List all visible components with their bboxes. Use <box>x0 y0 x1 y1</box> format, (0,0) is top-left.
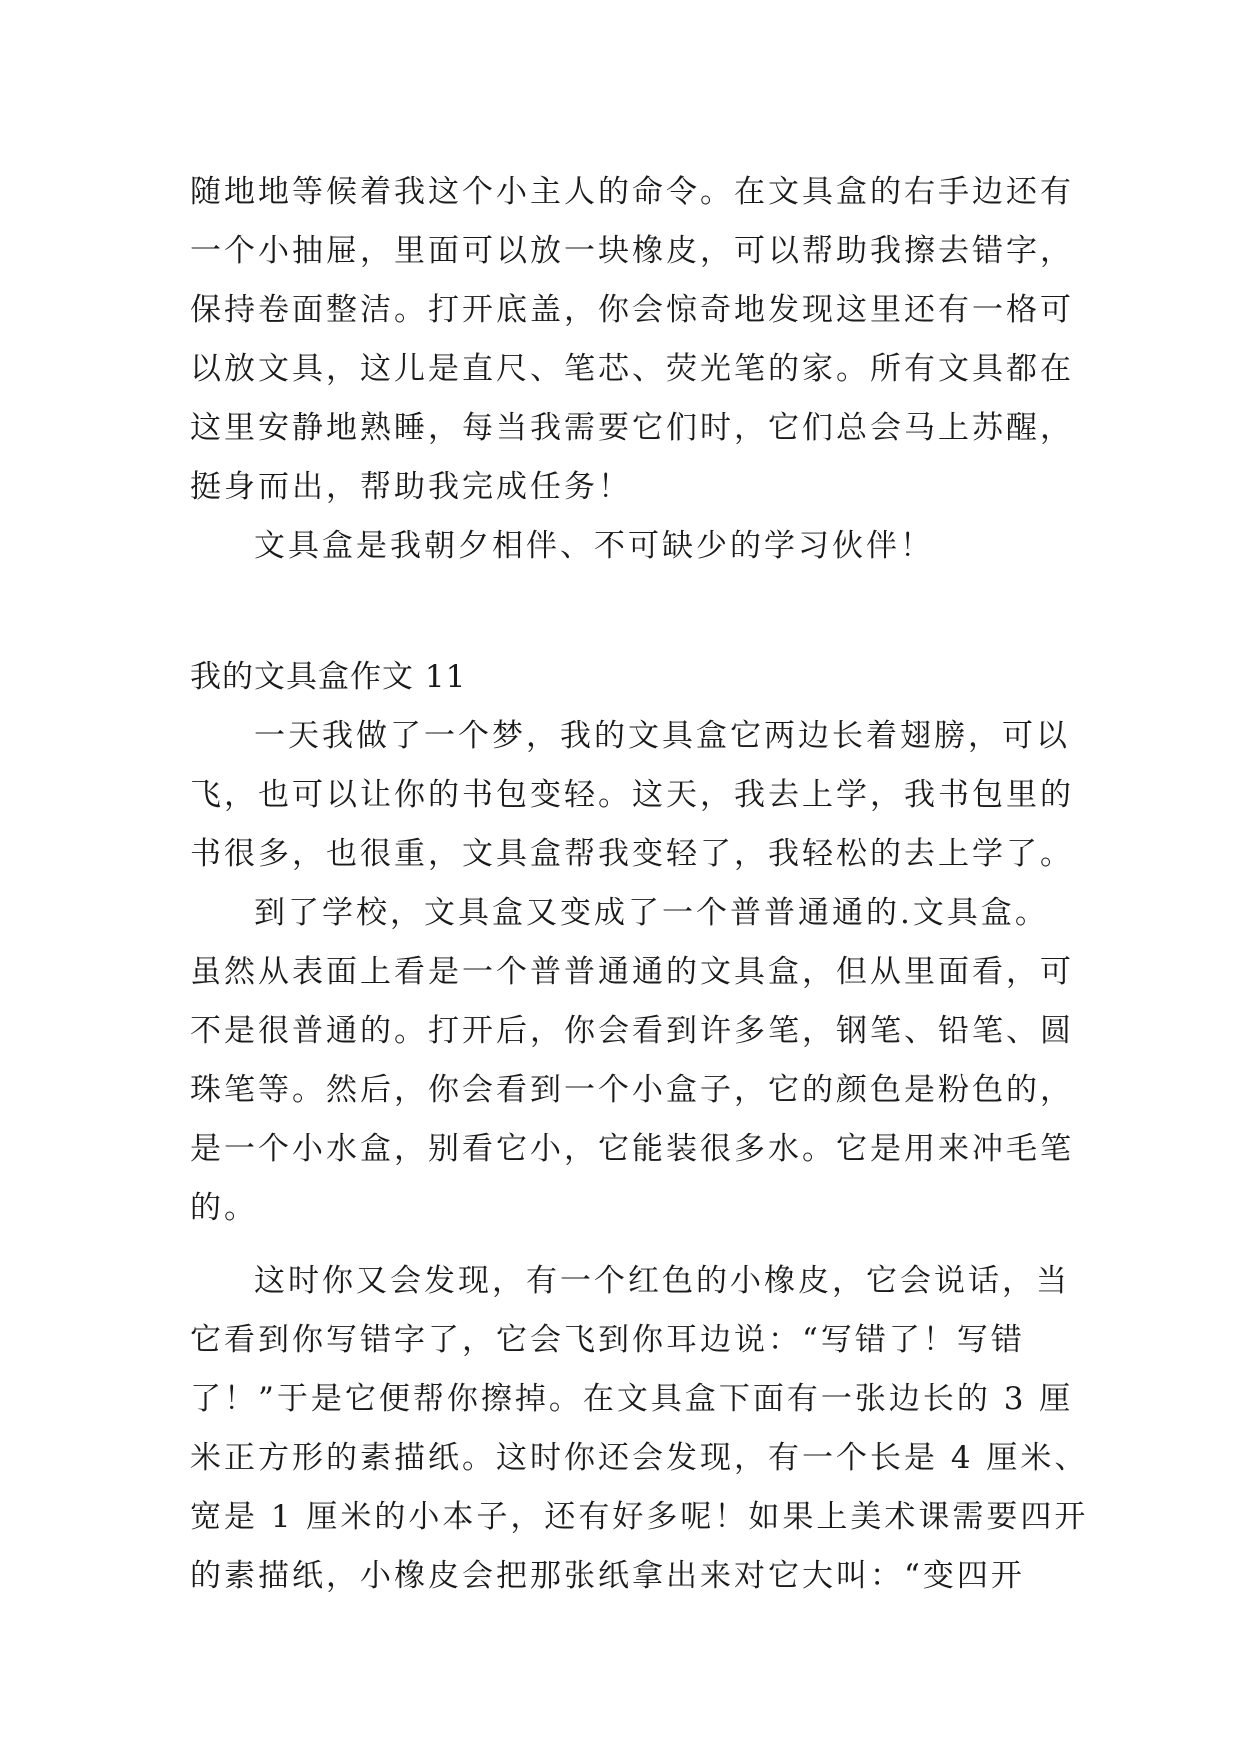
text-line: 珠笔等。然后，你会看到一个小盒子，它的颜色是粉色的， <box>190 1072 1074 1108</box>
text-line: 以放文具，这儿是直尺、笔芯、荧光笔的家。所有文具都在 <box>190 351 1074 387</box>
text-line: 虽然从表面上看是一个普普通通的文具盒，但从里面看，可 <box>190 954 1074 990</box>
document-body <box>190 163 1089 1606</box>
text-line: 随地地等候着我这个小主人的命令。在文具盒的右手边还有 <box>190 174 1074 210</box>
text-line: 的。 <box>190 1190 258 1226</box>
text-line: 这里安静地熟睡，每当我需要它们时，它们总会马上苏醒， <box>190 410 1074 446</box>
text-line: 它看到你写错字了，它会飞到你耳边说：“写错了！写错 <box>190 1322 1025 1358</box>
text-line: 的素描纸，小橡皮会把那张纸拿出来对它大叫：“变四开 <box>190 1558 1025 1594</box>
text-line: 书很多，也很重，文具盒帮我变轻了，我轻松的去上学了。 <box>190 836 1074 872</box>
text-line: 一天我做了一个梦，我的文具盒它两边长着翅膀，可以 <box>254 718 1070 754</box>
text-line: 这时你又会发现，有一个红色的小橡皮，它会说话，当 <box>254 1263 1070 1299</box>
essay-title: 我的文具盒作文 11 <box>190 659 467 695</box>
paragraph-school <box>190 884 1074 1238</box>
paragraph-eraser <box>190 1252 1089 1606</box>
section-gap <box>190 576 1070 648</box>
text-line: 保持卷面整洁。打开底盖，你会惊奇地发现这里还有一格可 <box>190 292 1074 328</box>
text-line: 一个小抽屉，里面可以放一块橡皮，可以帮助我擦去错字， <box>190 233 1074 269</box>
text-line: 不是很普通的。打开后，你会看到许多笔，钢笔、铅笔、圆 <box>190 1013 1074 1049</box>
text-line: 了！”于是它便帮你擦掉。在文具盒下面有一张边长的 3 厘 <box>190 1381 1074 1417</box>
text-line: 文具盒是我朝夕相伴、不可缺少的学习伙伴！ <box>254 528 934 564</box>
text-line: 米正方形的素描纸。这时你还会发现，有一个长是 4 厘米、 <box>190 1440 1089 1476</box>
text-line: 宽是 1 厘米的小本子，还有好多呢！如果上美术课需要四开 <box>190 1499 1089 1535</box>
text-line: 是一个小水盒，别看它小，它能装很多水。它是用来冲毛笔 <box>190 1131 1074 1167</box>
paragraph-dream <box>190 707 1074 884</box>
text-line: 到了学校，文具盒又变成了一个普普通通的.文具盒。 <box>254 895 1049 931</box>
paragraph-closing <box>190 517 1070 576</box>
text-line: 飞，也可以让你的书包变轻。这天，我去上学，我书包里的 <box>190 777 1074 813</box>
paragraph-gap <box>190 1238 1070 1252</box>
paragraph-stationery-description <box>190 163 1074 517</box>
text-line: 挺身而出，帮助我完成任务！ <box>190 469 632 505</box>
